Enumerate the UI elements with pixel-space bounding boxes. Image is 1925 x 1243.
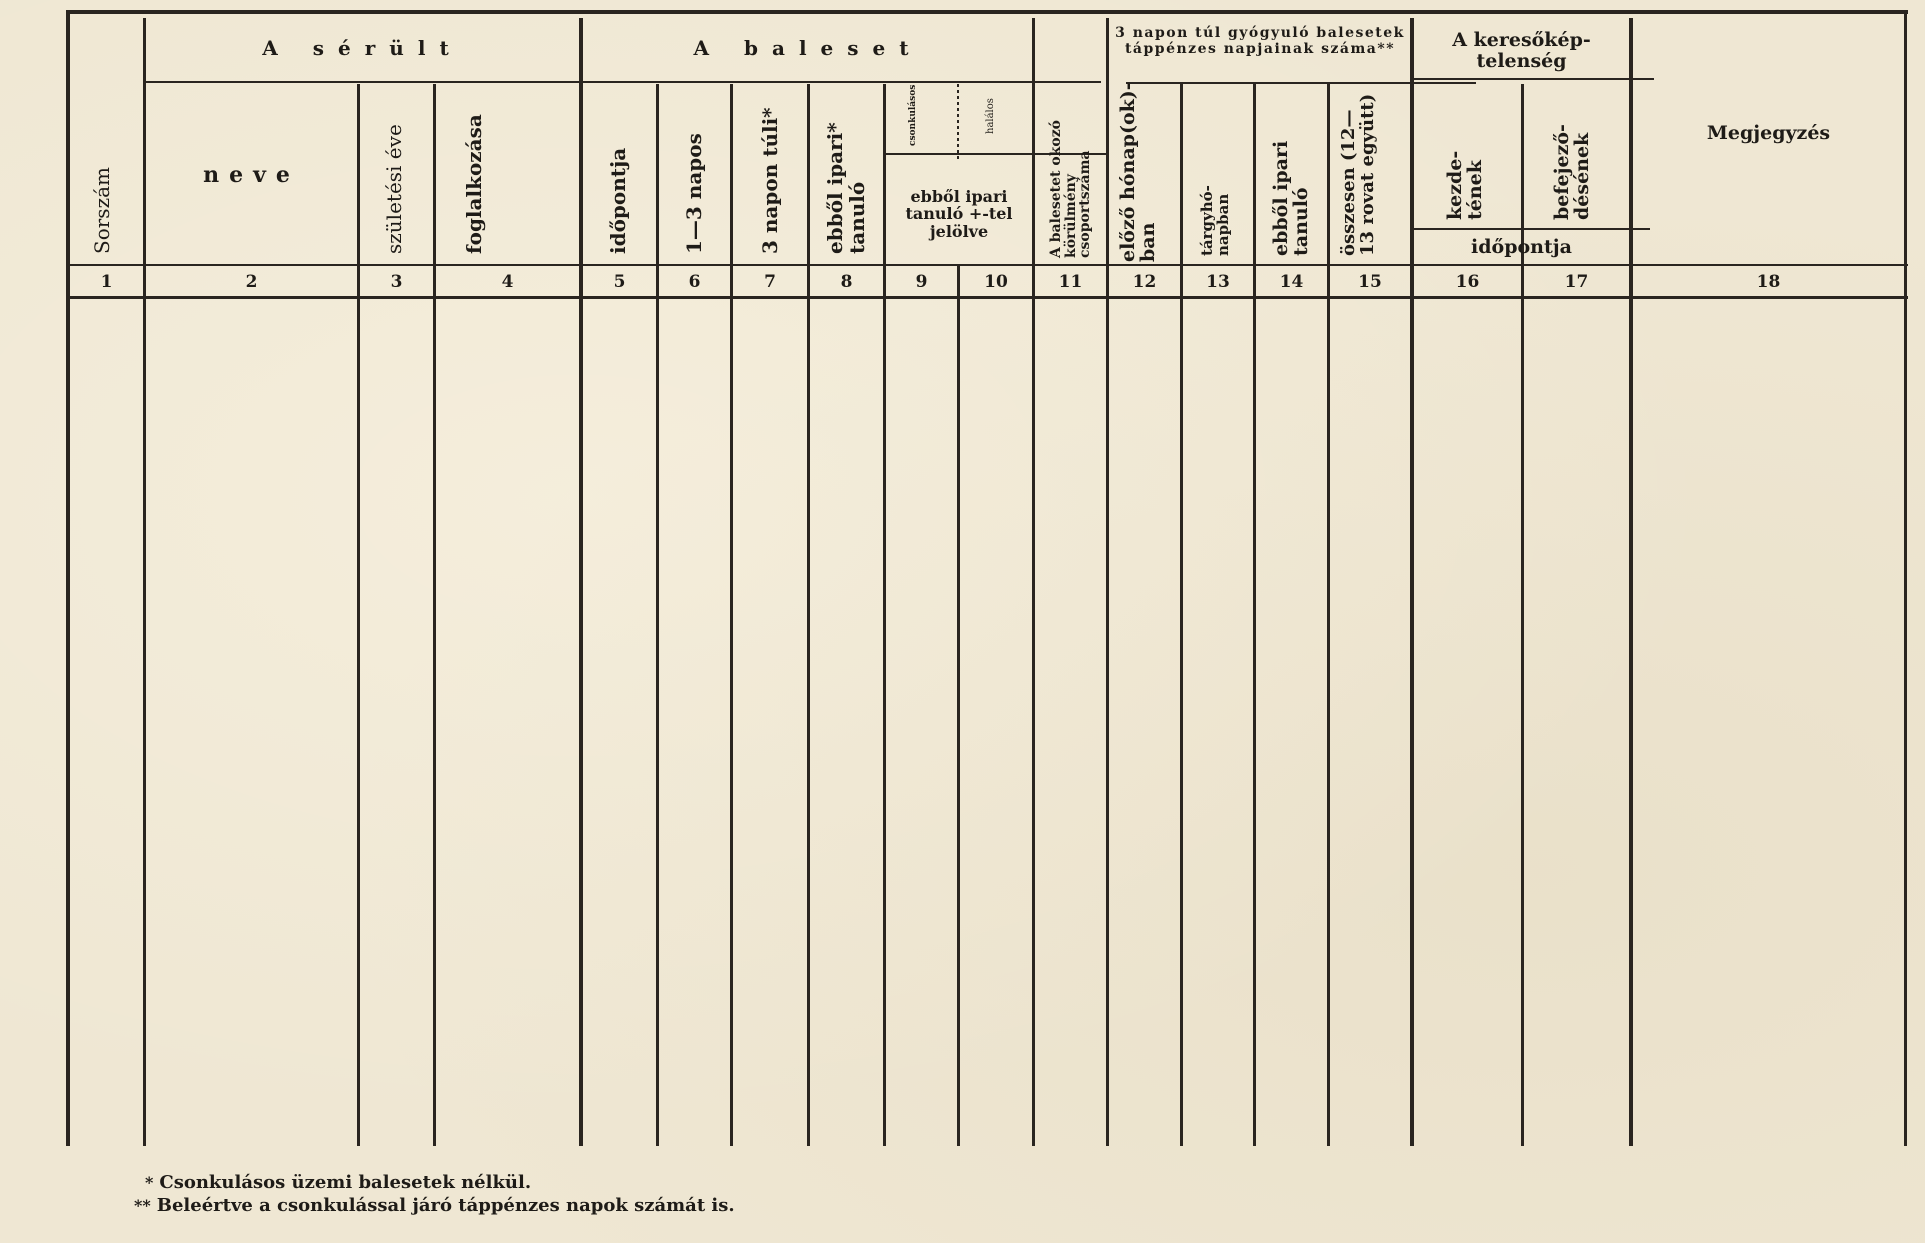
col-divider bbox=[1180, 84, 1183, 1146]
column-number: 13 bbox=[1206, 272, 1230, 292]
col-divider bbox=[1410, 18, 1414, 1146]
col-header-mutilation: csonkulásos bbox=[908, 84, 918, 146]
column-number: 3 bbox=[390, 272, 403, 292]
col-header-apprentice: ebből ipari* tanuló bbox=[823, 122, 869, 254]
col-header-apprentice-note: ebből ipari tanuló +-tel jelölve bbox=[905, 187, 1013, 241]
column-number: 14 bbox=[1279, 272, 1304, 292]
col-header-cause-group-number: A balesetet okozó körülmény csoportszáma bbox=[1048, 120, 1094, 258]
footnote-1-text: Csonkulásos üzemi balesetek nélkül. bbox=[159, 1172, 532, 1193]
accident-register-table bbox=[66, 6, 1908, 1146]
col-header-birth-year: születési éve bbox=[382, 124, 406, 254]
incapacity-group-title: A keresőkép-telenség bbox=[1452, 29, 1591, 72]
footnote-1-mark: * bbox=[145, 1173, 154, 1192]
col-divider bbox=[1253, 84, 1256, 1146]
table-top-border bbox=[66, 10, 1908, 14]
col-divider bbox=[433, 84, 436, 1146]
col-header-1-3-days: 1—3 napos bbox=[682, 133, 706, 254]
accident-group-title: A baleset bbox=[693, 36, 923, 60]
col-header-name: neve bbox=[203, 162, 300, 188]
col-header-remarks: Megjegyzés bbox=[1706, 122, 1831, 144]
column-number: 10 bbox=[984, 272, 1008, 292]
col-divider bbox=[143, 18, 146, 1146]
column-number: 11 bbox=[1058, 272, 1083, 292]
column-number: 1 bbox=[100, 272, 113, 292]
table-right-border bbox=[1904, 10, 1907, 1146]
col-header-serial-number: Sorszám bbox=[90, 167, 114, 254]
col-header-incapacity-start: kezde-tének bbox=[1444, 150, 1486, 220]
col-divider bbox=[883, 84, 886, 1146]
col-header-accident-time: időpontja bbox=[606, 147, 630, 254]
col-divider bbox=[807, 84, 810, 1146]
col-header-over-3-days: 3 napon túli* bbox=[758, 107, 782, 254]
group-header-underline-accident bbox=[581, 81, 1101, 83]
col-divider bbox=[357, 84, 360, 1146]
column-number: 18 bbox=[1756, 272, 1781, 292]
col-header-sick-total: összesen (12—13 rovat együtt) bbox=[1338, 93, 1378, 256]
col-divider bbox=[579, 18, 583, 1146]
col-header-sick-current-month: tárgyhó-napban bbox=[1198, 185, 1232, 256]
group-header-underline-injured bbox=[146, 81, 647, 83]
col-header-sick-prev-months: előző hónap(ok)-ban bbox=[1117, 82, 1159, 262]
col-divider bbox=[730, 84, 733, 1146]
col-header-occupation: foglalkozása bbox=[462, 114, 486, 254]
group-header-underline-incapacity bbox=[1414, 78, 1654, 80]
footnote-2-text: Beleértve a csonkulással járó táppénzes napok számát is. bbox=[156, 1195, 735, 1216]
col-divider bbox=[1629, 18, 1633, 1146]
group-header-underline-sickpay bbox=[1126, 82, 1476, 84]
col-header-incapacity-time: időpontja bbox=[1471, 236, 1572, 258]
footnote-2 bbox=[134, 1195, 735, 1216]
subheader-line-incapacity-time bbox=[1412, 228, 1650, 230]
col-divider bbox=[656, 84, 659, 1146]
col-header-incapacity-end: befejező-désének bbox=[1551, 124, 1593, 220]
col-divider bbox=[1327, 84, 1330, 1146]
column-number: 7 bbox=[764, 272, 776, 292]
column-number: 4 bbox=[501, 272, 514, 292]
column-number: 9 bbox=[915, 272, 928, 292]
injured-group-title: A sérült bbox=[262, 36, 463, 60]
column-number: 16 bbox=[1455, 272, 1480, 292]
footnote-1 bbox=[145, 1172, 531, 1193]
sick-pay-group-title: 3 napon túl gyógyuló balesetek táppénzes napjainak száma** bbox=[1115, 25, 1405, 57]
column-number: 2 bbox=[245, 272, 258, 292]
col-divider bbox=[1106, 18, 1109, 1146]
column-number: 12 bbox=[1132, 272, 1157, 292]
col-divider-dotted bbox=[957, 84, 959, 159]
column-number: 17 bbox=[1564, 272, 1589, 292]
table-left-border bbox=[66, 10, 70, 1146]
column-number: 15 bbox=[1358, 272, 1382, 292]
col-divider bbox=[957, 264, 960, 1146]
col-header-sick-apprentice: ebből ipari tanuló bbox=[1270, 140, 1312, 256]
footnote-2-mark: ** bbox=[134, 1196, 151, 1215]
column-number: 6 bbox=[688, 272, 701, 292]
col-divider bbox=[1032, 18, 1035, 1146]
column-number: 8 bbox=[840, 272, 853, 292]
column-number: 5 bbox=[613, 272, 626, 292]
col-header-fatal: halálos bbox=[985, 98, 996, 134]
